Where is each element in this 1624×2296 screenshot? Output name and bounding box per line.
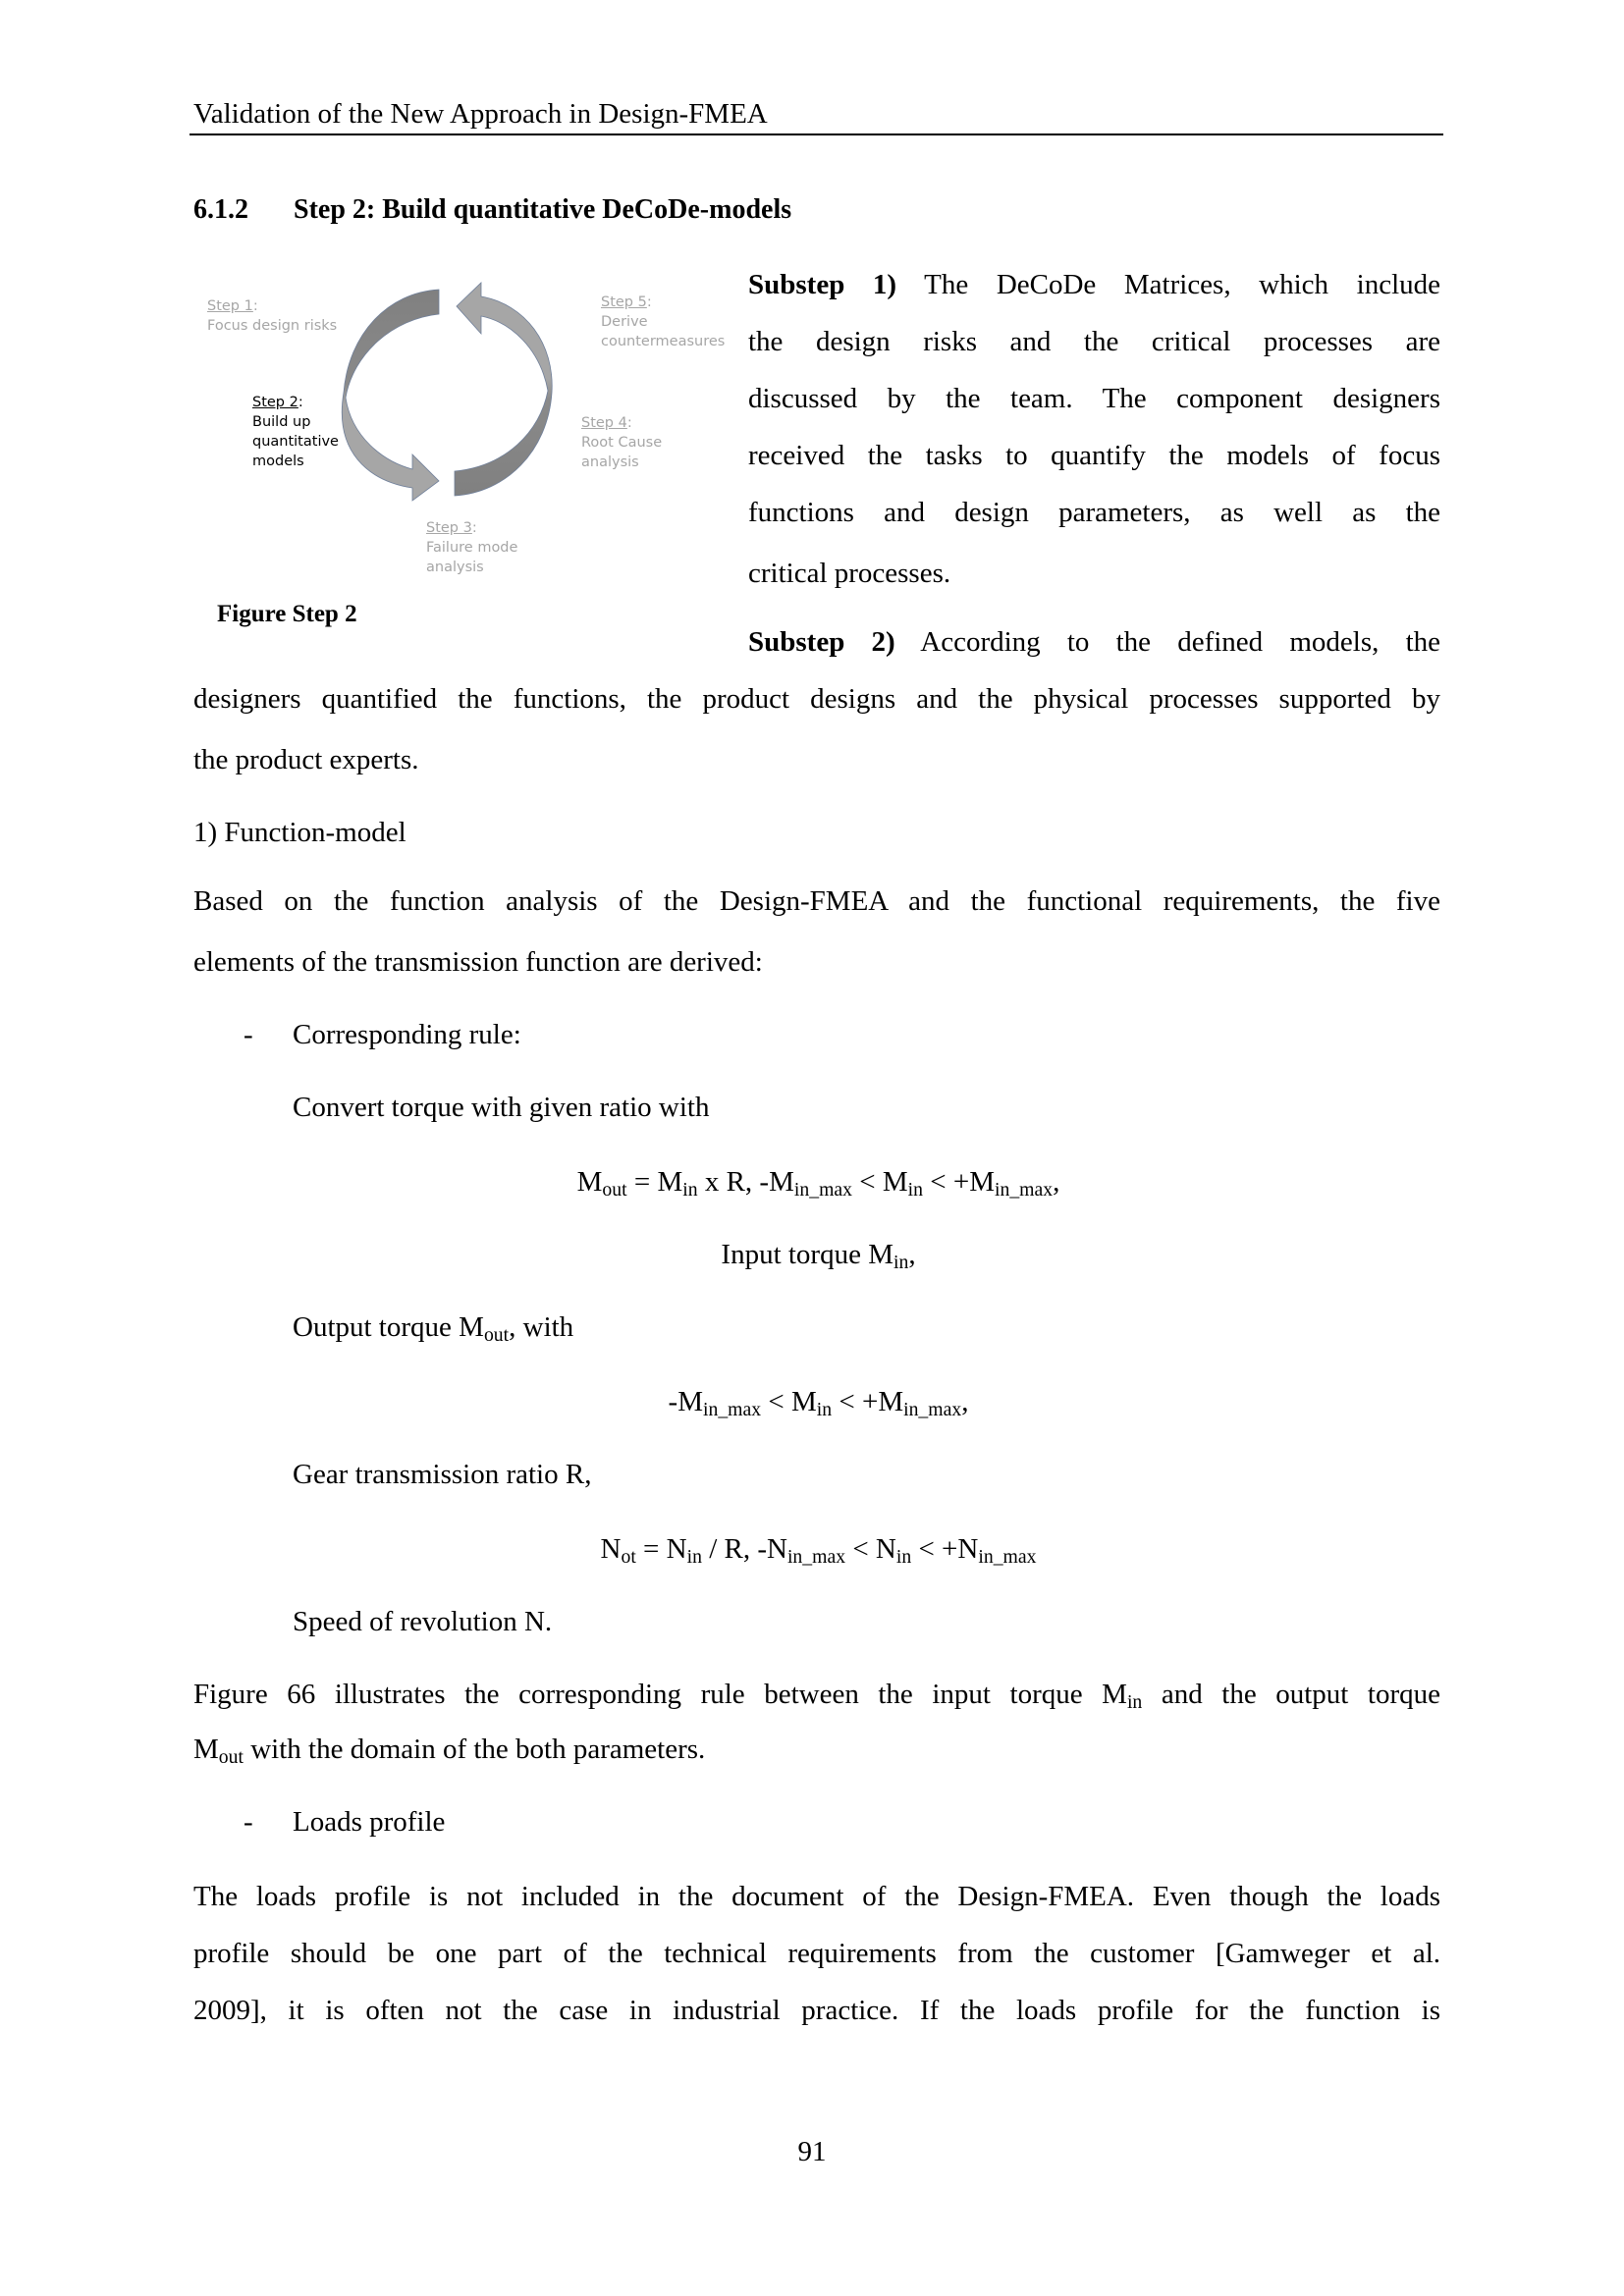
- bullet-dash: -: [244, 1806, 253, 1838]
- equation-torque-domain: $-M_{in\_max} < M_{in} < +M_{in\_max}$,: [668, 1386, 969, 1420]
- step-2-desc-line: Build up: [252, 414, 311, 430]
- paragraph-line: the design risks and the critical processes are: [748, 326, 1440, 357]
- line-text: According to the defined models, the: [920, 626, 1441, 658]
- section-title: Step 2: Build quantitative DeCoDe-models: [294, 194, 792, 225]
- step-2-title: Step 2: [252, 395, 298, 410]
- output-torque-line: Output torque $M_{out}$, with: [293, 1311, 574, 1346]
- paragraph-line: the product experts.: [193, 744, 419, 775]
- paragraph-line: The loads profile is not included in the document of the Design-FMEA. Even though the loads: [193, 1881, 1440, 1912]
- equation-torque: $M_{out} = M_{in}$ x R, $-M_{in\_max} < M_{in} < +M_{in\_max}$,: [576, 1166, 1060, 1201]
- bullet-dash: -: [244, 1019, 253, 1050]
- paragraph-line: $M_{out}$ with the domain of the both parameters.: [193, 1734, 706, 1768]
- paragraph-line: critical processes.: [748, 558, 951, 589]
- substep-2-label: Substep 2: [748, 626, 887, 658]
- paragraph-line: functions and design parameters, as well as the: [748, 497, 1440, 528]
- step-4-desc-line: analysis: [581, 454, 639, 470]
- step-4-label: Step 4: Root Cause analysis: [581, 415, 663, 470]
- speed-line: Speed of revolution N.: [293, 1606, 553, 1637]
- gear-ratio-line: Gear transmission ratio R,: [293, 1459, 592, 1490]
- step-3-desc-line: Failure mode: [426, 540, 518, 556]
- figure-caption: Figure Step 2: [217, 601, 357, 627]
- paragraph-line: 2009], it is often not the case in industrial practice. If the loads profile for the function is: [193, 1995, 1440, 2026]
- step-2-desc-line: models: [252, 454, 304, 469]
- bullet-loads-profile: Loads profile: [293, 1806, 446, 1838]
- arrow-left-cycle: [342, 290, 439, 501]
- paragraph-line: Substep 2) According to the defined models, the: [748, 626, 1441, 658]
- step-3-desc-line: analysis: [426, 560, 484, 575]
- input-torque-line: Input torque $M_{in}$,: [721, 1239, 916, 1273]
- step-1-label: Step 1: Focus design risks: [207, 298, 338, 334]
- line-text: The DeCoDe Matrices, which include: [924, 269, 1440, 300]
- step-5-desc-line: Derive: [601, 314, 648, 330]
- step-3-label: Step 3: Failure mode analysis: [426, 520, 518, 575]
- step-2-label: Step 2: Build up quantitative models: [252, 395, 339, 469]
- cycle-arrows: [324, 275, 569, 510]
- equation-speed: $N_{ot} = N_{in} / R$, $-N_{in\_max} < N_{in} < +N_{in\_max}$: [600, 1533, 1037, 1568]
- paragraph-line: discussed by the team. The component designers: [748, 383, 1440, 414]
- step-5-desc-line: countermeasures: [601, 334, 726, 349]
- substep-1-label: Substep 1: [748, 269, 888, 300]
- step-4-title: Step 4: [581, 415, 627, 431]
- step-1-title: Step 1: [207, 298, 253, 314]
- paragraph-line: Substep 1) The DeCoDe Matrices, which include: [748, 269, 1440, 300]
- section-heading: [193, 194, 791, 226]
- section-number: 6.1.2: [193, 194, 248, 225]
- page-number: 91: [797, 2136, 827, 2167]
- step-2-desc-line: quantitative: [252, 434, 339, 450]
- running-header: Validation of the New Approach in Design-FMEA: [193, 98, 768, 130]
- step-5-title: Step 5: [601, 294, 647, 310]
- paragraph-line: received the tasks to quantify the models of focus: [748, 440, 1440, 471]
- subsection-heading: 1) Function-model: [193, 817, 406, 848]
- bullet-corresponding-rule: Corresponding rule:: [293, 1019, 521, 1050]
- paragraph-line: elements of the transmission function are derived:: [193, 946, 763, 978]
- step-1-desc: Focus design risks: [207, 318, 338, 334]
- header-rule: [189, 133, 1443, 135]
- step-3-title: Step 3: [426, 520, 472, 536]
- step-4-desc-line: Root Cause: [581, 435, 663, 451]
- paragraph-line: Figure 66 illustrates the corresponding rule between the input torque $M_{in}$ and the output torque: [193, 1679, 1440, 1713]
- paragraph-line: profile should be one part of the technical requirements from the customer [Gamweger et al.: [193, 1938, 1440, 1969]
- convert-line: Convert torque with given ratio with: [293, 1092, 710, 1123]
- arrow-right-cycle: [455, 283, 552, 496]
- step-5-label: Step 5: Derive countermeasures: [601, 294, 726, 349]
- paragraph-line: designers quantified the functions, the product designs and the physical processes supported by: [193, 683, 1440, 715]
- paragraph-line: Based on the function analysis of the Design-FMEA and the functional requirements, the five: [193, 885, 1440, 917]
